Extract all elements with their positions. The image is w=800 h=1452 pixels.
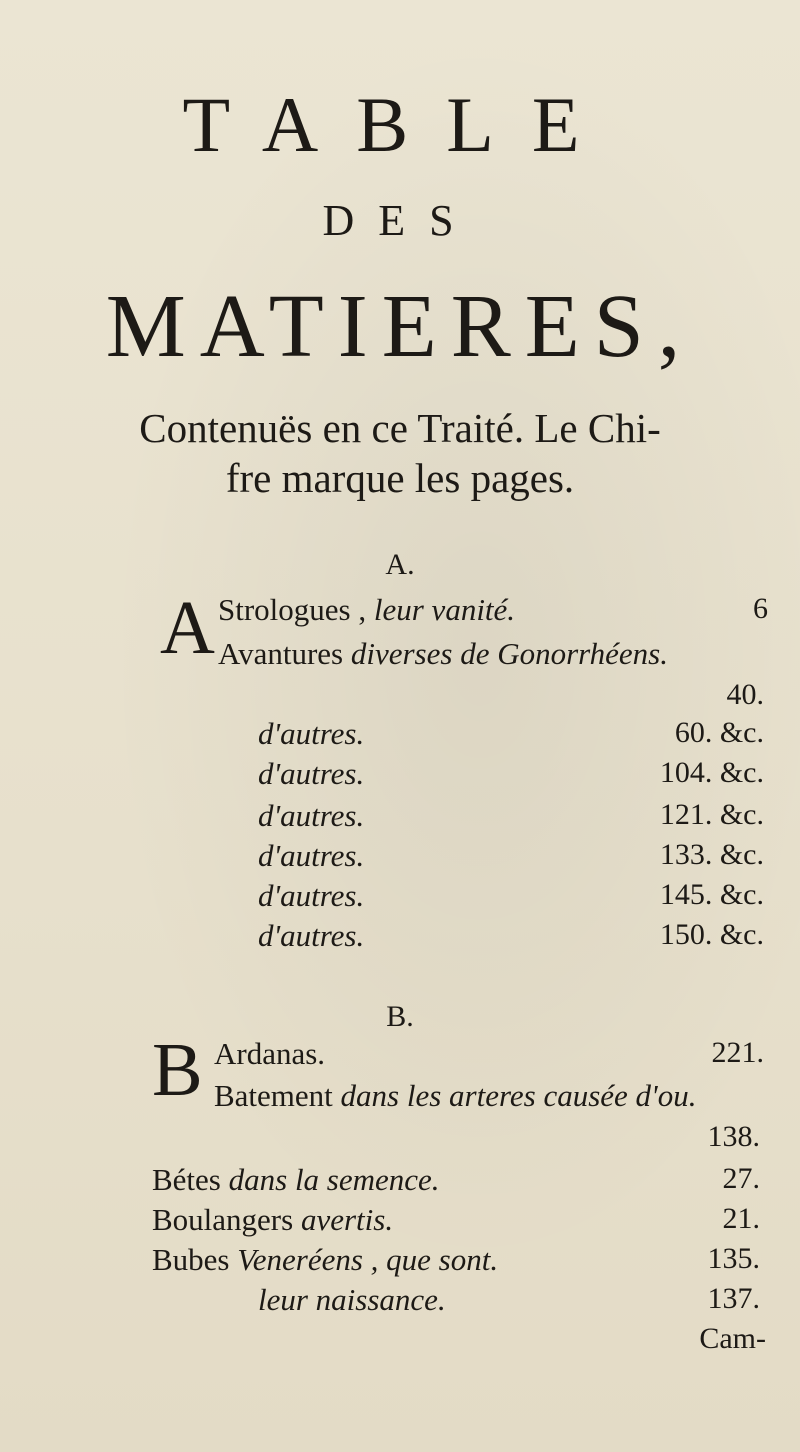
index-entry: [152, 1202, 393, 1238]
entry-description: Veneréens , que sont.: [237, 1242, 499, 1277]
index-entry: [214, 1078, 696, 1114]
entry-description: dans la semence.: [228, 1162, 440, 1197]
title-des: DES: [322, 196, 478, 245]
dropcap-a: A: [160, 586, 215, 670]
index-entry: [218, 636, 668, 672]
subentry-page-number: 60. &c.: [674, 716, 764, 749]
entry-term: Bubes: [152, 1242, 230, 1277]
entry-page-number: 21.: [722, 1202, 760, 1235]
entry-description: dans les arteres causée d'ou.: [340, 1078, 697, 1113]
index-entry: [152, 1242, 498, 1278]
entry-description: leur vanité.: [373, 592, 516, 627]
entry-term: Strologues ,: [218, 592, 367, 627]
dropcap-b: B: [152, 1028, 203, 1112]
subentry-text: d'autres.: [258, 918, 365, 953]
title-matieres: MATIERES,: [105, 277, 695, 376]
index-entry: [214, 1036, 325, 1072]
subtitle-line-2: fre marque les pages.: [225, 455, 575, 501]
entry-description: diverses de Gonorrhéens.: [350, 636, 668, 671]
subentry-text: leur naissance.: [258, 1282, 446, 1317]
entry-term: Ardanas.: [214, 1036, 326, 1071]
entry-term: Avantures: [218, 636, 344, 671]
title-table: TABLE: [182, 81, 618, 168]
index-entry: [152, 1162, 440, 1198]
index-entry: [218, 592, 515, 628]
entry-term: Batement: [214, 1078, 333, 1113]
subentry-page-number: 150. &c.: [659, 918, 764, 951]
catchword: Cam-: [699, 1322, 766, 1355]
entry-page-number: 135.: [707, 1242, 760, 1275]
subentry-page-number: 104. &c.: [659, 756, 764, 789]
entry-page-number: 27.: [722, 1162, 760, 1195]
subentry-text: d'autres.: [258, 798, 365, 833]
subentry-text: d'autres.: [258, 756, 365, 791]
section-letter-a: A.: [385, 548, 415, 581]
subentry-page-number: 121. &c.: [659, 798, 764, 831]
subentry-text: d'autres.: [258, 716, 365, 751]
section-letter-b: B.: [386, 1000, 414, 1033]
entry-term: Boulangers: [152, 1202, 294, 1237]
subentry-page-number: 137.: [707, 1282, 760, 1315]
subtitle-line-1: Contenuës en ce Traité. Le Chi-: [139, 405, 661, 451]
entry-page-number: 138.: [707, 1120, 760, 1153]
entry-page-number: 221.: [711, 1036, 764, 1069]
subentry-page-number: 133. &c.: [659, 838, 764, 871]
subentry-text: d'autres.: [258, 838, 365, 873]
entry-description: avertis.: [300, 1202, 394, 1237]
entry-page-number: 6: [753, 592, 768, 625]
entry-term: Bétes: [152, 1162, 221, 1197]
subentry-page-number: 145. &c.: [659, 878, 764, 911]
entry-page-number: 40.: [726, 678, 764, 711]
subentry-text: d'autres.: [258, 878, 365, 913]
